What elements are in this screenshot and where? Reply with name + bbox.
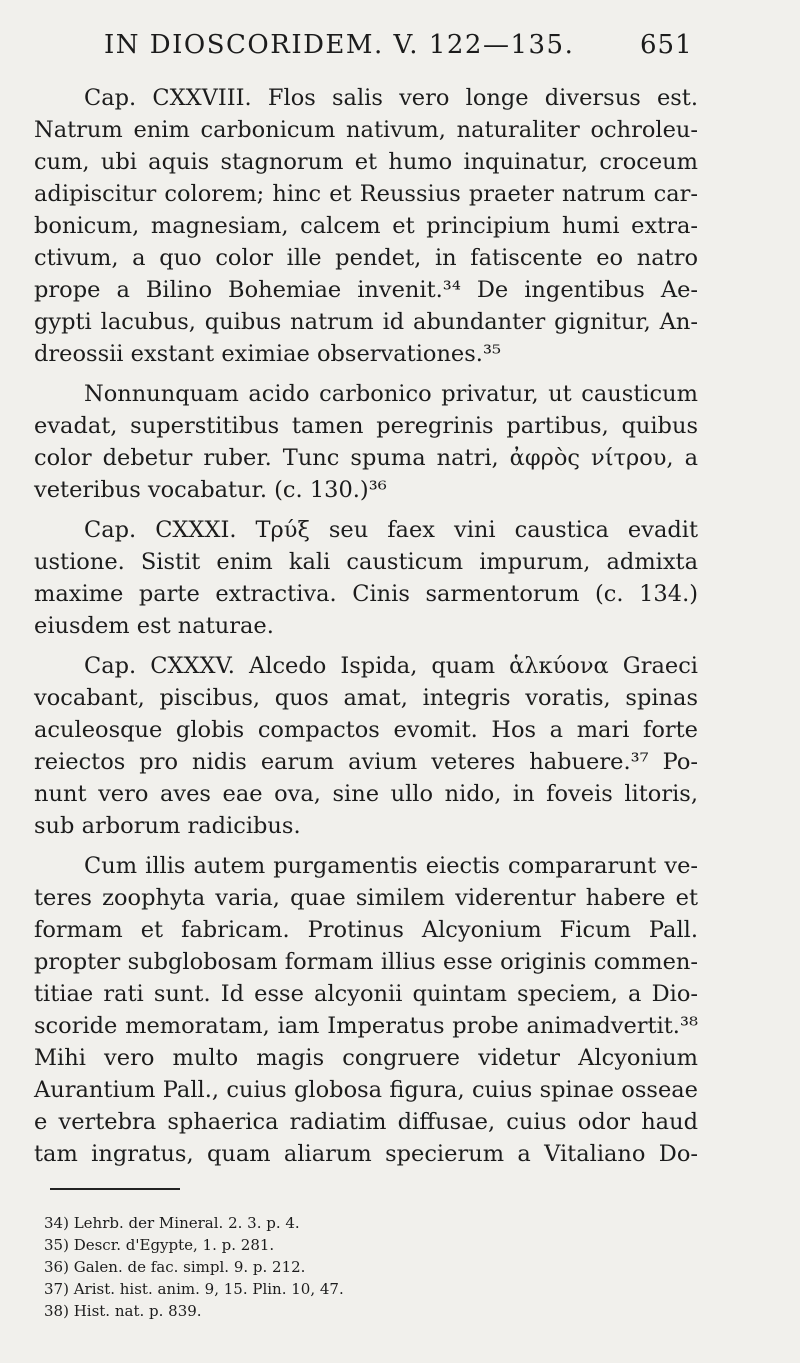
paragraph-cap-131 <box>34 514 698 642</box>
text-line: gypti lacubus, quibus natrum id abundanter gignitur, An- <box>34 309 698 335</box>
text-line: e vertebra sphaerica radiatim diffusae, cuius odor haud <box>34 1109 698 1135</box>
footnote-divider <box>50 1188 180 1190</box>
footnote: 34) Lehrb. der Mineral. 2. 3. p. 4. <box>44 1214 300 1232</box>
footnotes <box>44 1212 344 1322</box>
text-line: reiectos pro nidis earum avium veteres habuere.³⁷ Po- <box>34 749 698 775</box>
text-line: ctivum, a quo color ille pendet, in fatiscente eo natro <box>34 245 698 271</box>
text-line: propter subglobosam formam illius esse originis commen- <box>34 949 698 975</box>
text-line: Cum illis autem purgamentis eiectis compararunt ve- <box>84 853 698 879</box>
text-line: sub arborum radicibus. <box>34 813 301 839</box>
text-line: veteribus vocabatur. (c. 130.)³⁶ <box>34 477 387 503</box>
footnote: 37) Arist. hist. anim. 9, 15. Plin. 10, 47. <box>44 1280 344 1298</box>
text-line: ustione. Sistit enim kali causticum impurum, admixta <box>34 549 698 575</box>
text-line: prope a Bilino Bohemiae invenit.³⁴ De ingentibus Ae- <box>34 277 698 303</box>
text-line: Cap. CXXVIII. Flos salis vero longe diversus est. <box>84 85 698 111</box>
text-line: eiusdem est naturae. <box>34 613 274 639</box>
text-line: cum, ubi aquis stagnorum et humo inquinatur, croceum <box>34 149 698 175</box>
text-line: Aurantium Pall., cuius globosa figura, cuius spinae osseae <box>34 1077 698 1103</box>
footnote: 38) Hist. nat. p. 839. <box>44 1302 202 1320</box>
text-line: Natrum enim carbonicum nativum, naturaliter ochroleu- <box>34 117 698 143</box>
paragraph-cap-128 <box>34 82 698 370</box>
text-line: vocabant, piscibus, quos amat, integris voratis, spinas <box>34 685 698 711</box>
paragraph-alcyonium <box>34 850 698 1170</box>
text-line: tam ingratus, quam aliarum specierum a Vitaliano Do- <box>34 1141 698 1167</box>
footnote: 36) Galen. de fac. simpl. 9. p. 212. <box>44 1258 306 1276</box>
text-line: Mihi vero multo magis congruere videtur Alcyonium <box>34 1045 698 1071</box>
paragraph-cap-135 <box>34 650 698 842</box>
text-line: aculeosque globis compactos evomit. Hos a mari forte <box>34 717 698 743</box>
text-line: bonicum, magnesiam, calcem et principium humi extra- <box>34 213 698 239</box>
paragraph-natrum-causticum <box>34 378 698 506</box>
running-head: IN DIOSCORIDEM. V. 122—135. <box>104 30 575 60</box>
text-line: Nonnunquam acido carbonico privatur, ut causticum <box>84 381 698 407</box>
text-line: adipiscitur colorem; hinc et Reussius praeter natrum car- <box>34 181 698 207</box>
text-line: nunt vero aves eae ova, sine ullo nido, in foveis litoris, <box>34 781 698 807</box>
page-number: 651 <box>640 30 693 60</box>
text-line: dreossii exstant eximiae observationes.³⁵ <box>34 341 501 367</box>
text-line: maxime parte extractiva. Cinis sarmentorum (c. 134.) <box>34 581 698 607</box>
text-line: scoride memoratam, iam Imperatus probe animadvertit.³⁸ <box>34 1013 698 1039</box>
text-line: formam et fabricam. Protinus Alcyonium Ficum Pall. <box>34 917 698 943</box>
text-line: teres zoophyta varia, quae similem viderentur habere et <box>34 885 698 911</box>
text-line: evadat, superstitibus tamen peregrinis partibus, quibus <box>34 413 698 439</box>
text-line: color debetur ruber. Tunc spuma natri, ἀφρὸς νίτρου, a <box>34 445 698 471</box>
text-line: titiae rati sunt. Id esse alcyonii quintam speciem, a Dio- <box>34 981 698 1007</box>
text-line: Cap. CXXXI. Τρύξ seu faex vini caustica evadit <box>84 517 698 543</box>
text-line: Cap. CXXXV. Alcedo Ispida, quam ἁλκύονα Graeci <box>84 653 698 679</box>
footnote: 35) Descr. d'Egypte, 1. p. 281. <box>44 1236 275 1254</box>
main-text <box>34 82 698 1178</box>
page-header <box>0 30 800 70</box>
